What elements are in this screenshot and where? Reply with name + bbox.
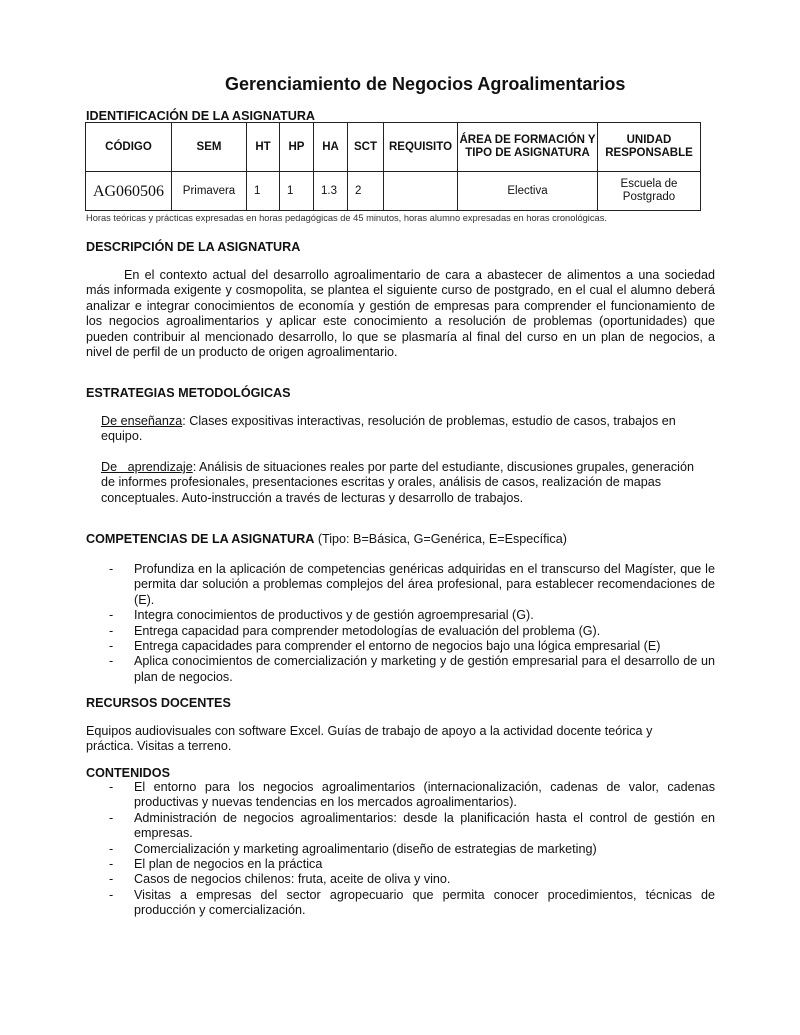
document-title: Gerenciamiento de Negocios Agroalimentarios bbox=[225, 74, 626, 94]
competencias-list bbox=[86, 562, 715, 685]
col-header-area: ÁREA DE FORMACIÓN Y TIPO DE ASIGNATURA bbox=[458, 123, 598, 172]
dash-bullet-icon: - bbox=[109, 654, 114, 669]
col-header-unidad: UNIDAD RESPONSABLE bbox=[598, 123, 701, 172]
col-header-ha: HA bbox=[314, 123, 348, 172]
list-item: - Casos de negocios chilenos: fruta, aceite de oliva y vino. bbox=[109, 872, 451, 887]
cell-codigo: AG060506 bbox=[86, 172, 172, 211]
list-item: - Visitas a empresas del sector agropecuario que permita conocer procedimientos, técnicas de producción y comercialización. bbox=[109, 887, 715, 918]
cell-ha: 1.3 bbox=[314, 172, 348, 211]
col-header-hp: HP bbox=[280, 123, 314, 172]
contenidos-heading: CONTENIDOS bbox=[86, 766, 170, 780]
col-header-sem: SEM bbox=[172, 123, 247, 172]
col-header-sct: SCT bbox=[348, 123, 384, 172]
aprendizaje-label: De aprendizaje bbox=[101, 460, 193, 474]
cell-area: Electiva bbox=[458, 172, 598, 211]
list-item: - Aplica conocimientos de comercialización y marketing y de gestión empresarial para el desarrollo de un plan de negocios. bbox=[109, 654, 715, 684]
cell-hp: 1 bbox=[280, 172, 314, 211]
dash-bullet-icon: - bbox=[109, 841, 114, 856]
list-item: - Administración de negocios agroalimentarios: desde la planificación hasta el control de gestión en empresas. bbox=[109, 810, 715, 841]
identificacion-table bbox=[85, 122, 701, 211]
dash-bullet-icon: - bbox=[109, 780, 114, 794]
recursos-heading: RECURSOS DOCENTES bbox=[86, 696, 231, 710]
dash-bullet-icon: - bbox=[109, 608, 114, 623]
cell-sct: 2 bbox=[348, 172, 384, 211]
aprendizaje-text: : Análisis de situaciones reales por parte del estudiante, discusiones grupales, generación de informes profesionales, presentaciones escritas y orales, análisis de casos, realización de mapas conceptuales. Auto-instrucción a través de lecturas y desarrollo de trabajos. bbox=[101, 460, 694, 505]
col-header-codigo: CÓDIGO bbox=[86, 123, 172, 172]
descripcion-text: En el contexto actual del desarrollo agroalimentario de cara a abastecer de alimentos a una sociedad más informada exigente y cosmopolita, se plantea el siguiente curso de postgrado, en el cual el alumno deberá analizar e integrar conocimientos de economía y gestión de empresas para comprender el funcionamiento de los negocios agroalimentarios y aplicar este conocimiento a resolución de problemas (oportunidades) que pueden contribuir al mencionado desarrollo, lo que se plasmaría al final del curso en un plan de negocios, a nivel de perfil de un producto de origen agroalimentario. bbox=[86, 268, 715, 360]
col-header-requisito: REQUISITO bbox=[384, 123, 458, 172]
cell-sem: Primavera bbox=[172, 172, 247, 211]
contenidos-list-container bbox=[86, 780, 715, 919]
col-header-ht: HT bbox=[247, 123, 280, 172]
list-item: - Integra conocimientos de productivos y de gestión agroempresarial (G). bbox=[109, 608, 534, 623]
estrategias-heading: ESTRATEGIAS METODOLÓGICAS bbox=[86, 386, 291, 400]
list-item: - Profundiza en la aplicación de competencias genéricas adquiridas en el transcurso del Magíster, que le permita dar solución a problemas complejos del área profesional, para establecer recomendaciones de (E). bbox=[109, 562, 715, 607]
competencias-heading-note: (Tipo: B=Básica, G=Genérica, E=Específica) bbox=[314, 532, 567, 546]
table-row bbox=[86, 172, 701, 211]
list-item: - Comercialización y marketing agroalimentario (diseño de estrategias de marketing) bbox=[109, 841, 597, 856]
dash-bullet-icon: - bbox=[109, 623, 114, 638]
dash-bullet-icon: - bbox=[109, 887, 114, 902]
table-footnote: Horas teóricas y prácticas expresadas en horas pedagógicas de 45 minutos, horas alumno expresadas en horas cronológicas. bbox=[86, 213, 607, 223]
descripcion-heading: DESCRIPCIÓN DE LA ASIGNATURA bbox=[86, 240, 301, 254]
competencias-heading-title: COMPETENCIAS DE LA ASIGNATURA bbox=[86, 532, 315, 546]
list-item: - El entorno para los negocios agroalimentarios (internacionalización, cadenas de valor, cadenas productivas y nuevas tendencias en los mercados agroalimentarios). bbox=[109, 780, 715, 810]
cell-requisito bbox=[384, 172, 458, 211]
recursos-section bbox=[86, 724, 686, 755]
estrategia-aprendizaje bbox=[101, 460, 706, 506]
list-item: - El plan de negocios en la práctica bbox=[109, 857, 323, 872]
list-item: - Entrega capacidades para comprender el entorno de negocios bajo una lógica empresarial (E) bbox=[109, 639, 661, 654]
dash-bullet-icon: - bbox=[109, 872, 114, 887]
ensenanza-text: : Clases expositivas interactivas, resolución de problemas, estudio de casos, trabajos en equipo. bbox=[101, 414, 676, 444]
cell-unidad: Escuela de Postgrado bbox=[598, 172, 701, 211]
list-item: - Entrega capacidad para comprender metodologías de evaluación del problema (G). bbox=[109, 623, 601, 638]
competencias-heading bbox=[86, 532, 567, 546]
estrategia-ensenanza bbox=[101, 414, 706, 445]
identificacion-heading: IDENTIFICACIÓN DE LA ASIGNATURA bbox=[86, 109, 316, 123]
dash-bullet-icon: - bbox=[109, 857, 114, 872]
dash-bullet-icon: - bbox=[109, 810, 114, 825]
table-header-row bbox=[86, 123, 701, 172]
descripcion-section bbox=[86, 268, 715, 360]
dash-bullet-icon: - bbox=[109, 562, 114, 576]
ensenanza-label: De enseñanza bbox=[101, 414, 183, 428]
recursos-text: Equipos audiovisuales con software Excel. Guías de trabajo de apoyo a la actividad docente teórica y práctica. Visitas a terreno. bbox=[86, 724, 653, 754]
dash-bullet-icon: - bbox=[109, 639, 114, 654]
cell-ht: 1 bbox=[247, 172, 280, 211]
contenidos-list bbox=[86, 780, 715, 919]
competencias-list-container bbox=[86, 562, 715, 685]
